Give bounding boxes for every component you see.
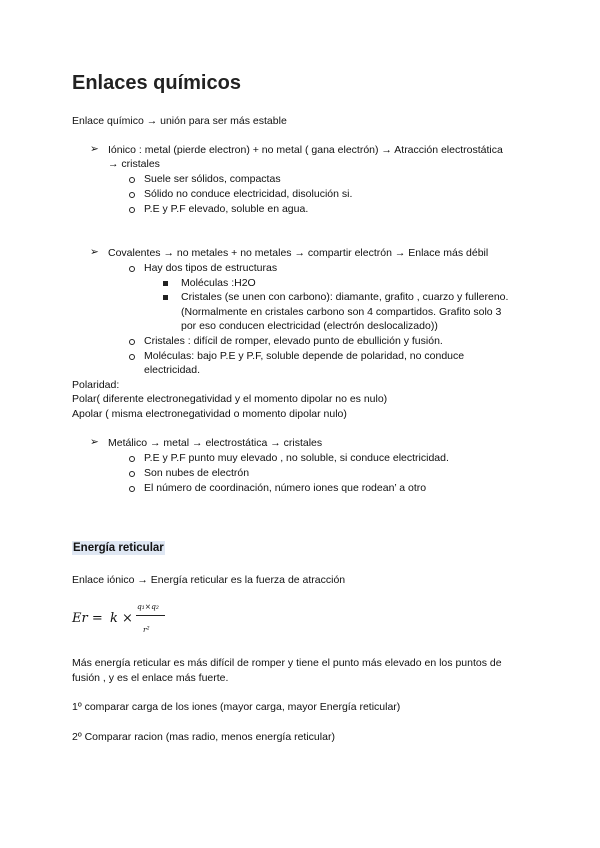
list-item: Cristales : difícil de romper, elevado punto de ebullición y fusión. bbox=[144, 335, 443, 347]
intro-text: Enlace químico → unión para ser más estable bbox=[72, 115, 287, 127]
formula-numerator: q₁×q₂ bbox=[137, 602, 159, 611]
square-bullet-icon bbox=[163, 295, 168, 300]
square-bullet-icon bbox=[163, 281, 168, 286]
circle-bullet-icon bbox=[129, 486, 135, 492]
list-item: El número de coordinación, número iones que rodean’ a otro bbox=[144, 482, 427, 494]
list-item: P.E y P.F punto muy elevado , no soluble, si conduce electricidad. bbox=[144, 452, 449, 464]
circle-bullet-icon bbox=[129, 339, 135, 345]
list-item: Suele ser sólidos, compactas bbox=[144, 173, 281, 185]
list-item-cont: (Normalmente en cristales carbono son 4 compartidos. Grafito solo 3 bbox=[181, 306, 502, 318]
formula-denominator: r² bbox=[143, 625, 150, 634]
list-item-cont: electricidad. bbox=[144, 364, 201, 376]
polar-text: Polar( diferente electronegatividad y el momento dipolar no es nulo) bbox=[72, 393, 388, 405]
list-item: Moléculas: bajo P.E y P.F, soluble depende de polaridad, no conduce bbox=[144, 350, 465, 362]
list-item-cont: por eso conducen electricidad (electrón deslocalizado)) bbox=[181, 320, 438, 332]
circle-bullet-icon bbox=[129, 192, 135, 198]
arrowhead-bullet-icon: ➢ bbox=[90, 246, 99, 258]
arrowhead-bullet-icon: ➢ bbox=[90, 143, 99, 155]
covalentes-heading: Covalentes → no metales + no metales → compartir electrón → Enlace más débil bbox=[108, 247, 489, 259]
fraction-bar bbox=[136, 615, 165, 616]
circle-bullet-icon bbox=[129, 471, 135, 477]
section-heading-energia: Energía reticular bbox=[73, 542, 164, 554]
circle-bullet-icon bbox=[129, 266, 135, 272]
circle-bullet-icon bbox=[129, 456, 135, 462]
energia-para-cont: fusión , y es el enlace más fuerte. bbox=[72, 672, 229, 684]
ionico-heading-cont: → cristales bbox=[108, 158, 160, 170]
list-item: Moléculas :H2O bbox=[181, 277, 256, 289]
page-title: Enlaces químicos bbox=[72, 72, 241, 94]
circle-bullet-icon bbox=[129, 207, 135, 213]
energy-formula bbox=[72, 598, 212, 643]
energia-para: Más energía reticular es más difícil de romper y tiene el punto más elevado en los puntos de bbox=[72, 657, 502, 669]
formula-lhs: Er = bbox=[72, 611, 103, 626]
list-item: Hay dos tipos de estructuras bbox=[144, 262, 278, 274]
rule-2: 2º Comparar racion (mas radio, menos energía reticular) bbox=[72, 731, 335, 743]
ionico-heading: Iónico : metal (pierde electron) + no metal ( gana electrón) → Atracción electrostática bbox=[108, 144, 503, 156]
rule-1: 1º comparar carga de los iones (mayor carga, mayor Energía reticular) bbox=[72, 701, 401, 713]
apolar-text: Apolar ( misma electronegatividad o momento dipolar nulo) bbox=[72, 408, 347, 420]
list-item: Son nubes de electrón bbox=[144, 467, 250, 479]
arrowhead-bullet-icon: ➢ bbox=[90, 436, 99, 448]
list-item: P.E y P.F elevado, soluble en agua. bbox=[144, 203, 309, 215]
energia-intro: Enlace iónico → Energía reticular es la fuerza de atracción bbox=[72, 574, 346, 586]
formula-k: k × bbox=[110, 611, 133, 626]
metalico-heading: Metálico → metal → electrostática → cristales bbox=[108, 437, 323, 449]
polaridad-label: Polaridad: bbox=[72, 379, 120, 391]
list-item: Cristales (se unen con carbono): diamante, grafito , cuarzo y fullereno. bbox=[181, 291, 509, 303]
circle-bullet-icon bbox=[129, 177, 135, 183]
circle-bullet-icon bbox=[129, 354, 135, 360]
list-item: Sólido no conduce electricidad, disolución si. bbox=[144, 188, 353, 200]
